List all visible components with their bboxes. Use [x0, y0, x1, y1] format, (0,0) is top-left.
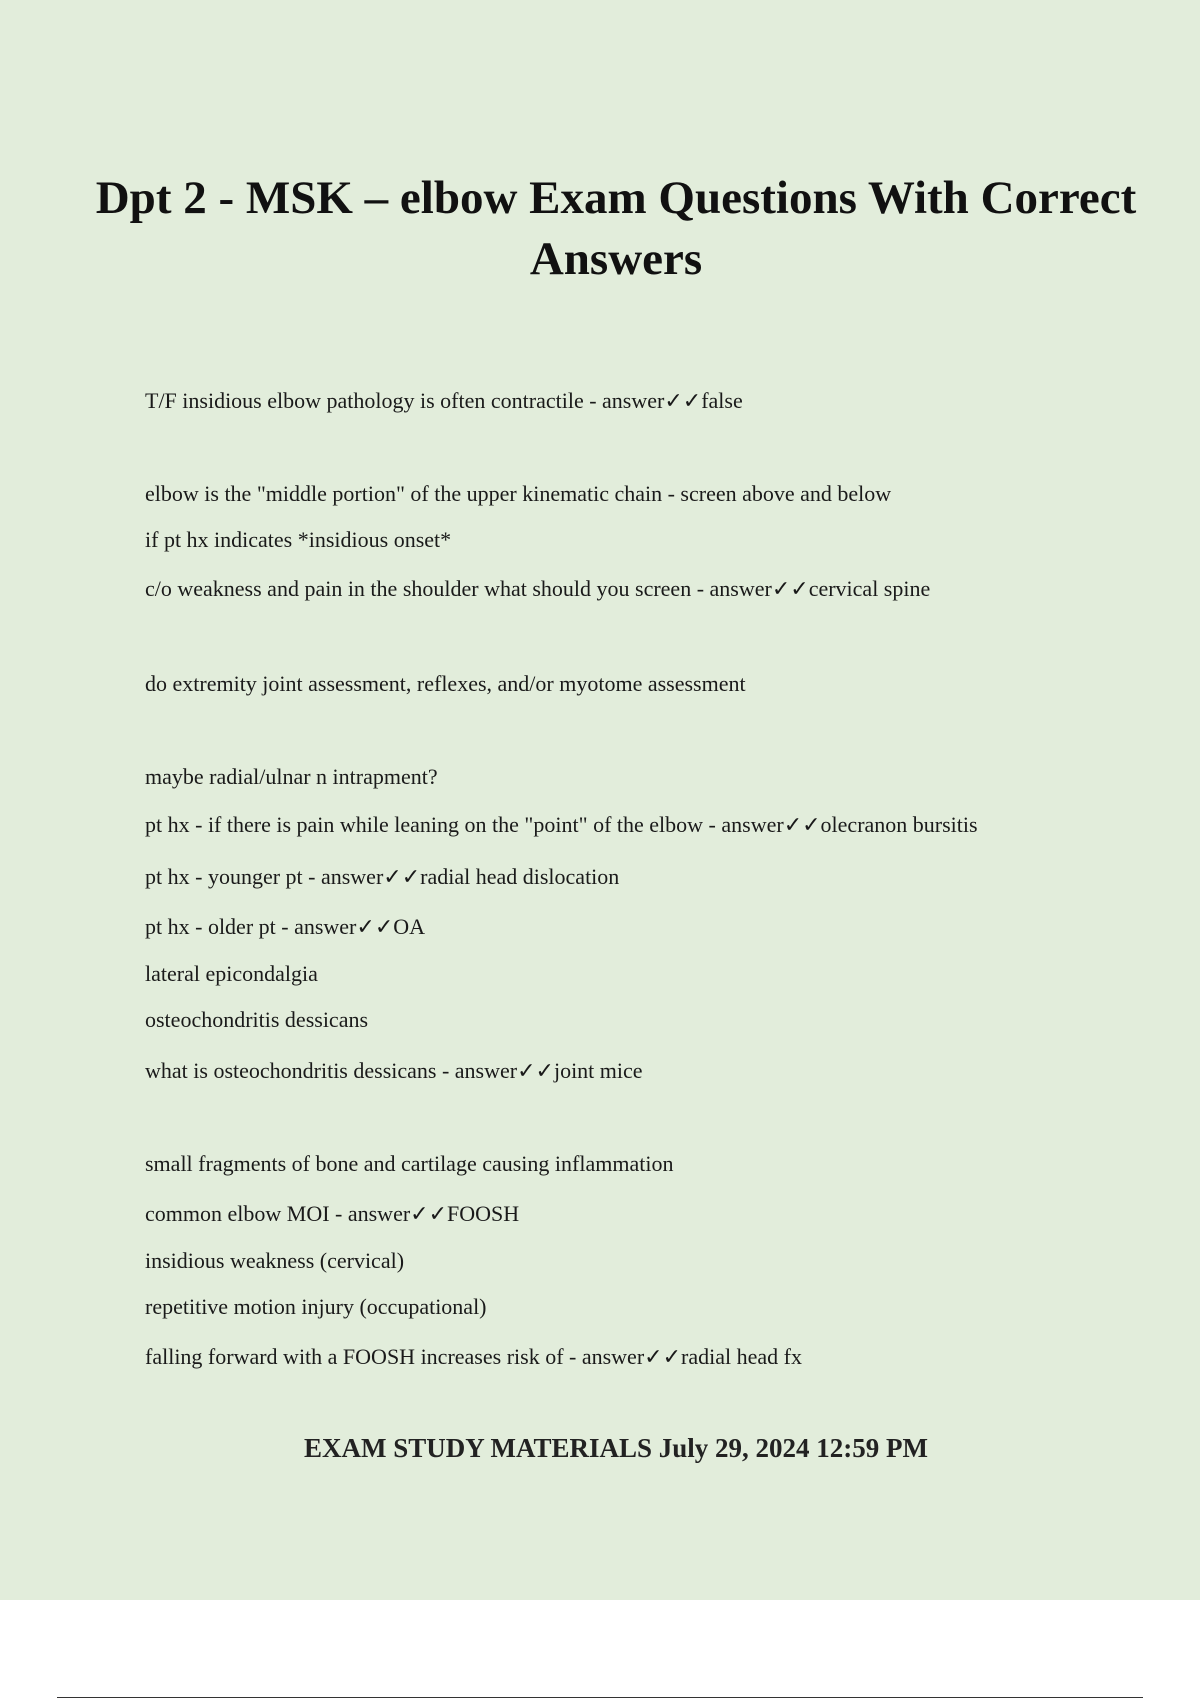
document-title: Dpt 2 - MSK – elbow Exam Questions With Correct Answers: [95, 172, 1137, 285]
document-footer: EXAM STUDY MATERIALS July 29, 2024 12:59 PM: [303, 1433, 929, 1463]
qa-line: small fragments of bone and cartilage causing inflammation: [145, 1151, 674, 1176]
page-divider: [57, 1697, 1143, 1698]
qa-line: if pt hx indicates *insidious onset*: [145, 527, 452, 552]
qa-line: what is osteochondritis dessicans - answer✓✓joint mice: [145, 1058, 643, 1083]
qa-line: do extremity joint assessment, reflexes, and/or myotome assessment: [145, 671, 746, 696]
qa-line: repetitive motion injury (occupational): [145, 1294, 487, 1319]
qa-line: falling forward with a FOOSH increases risk of - answer✓✓radial head fx: [145, 1344, 802, 1369]
qa-line: pt hx - older pt - answer✓✓OA: [145, 914, 426, 939]
qa-line: insidious weakness (cervical): [145, 1248, 405, 1273]
qa-line: maybe radial/ulnar n intrapment?: [145, 764, 438, 789]
qa-line: lateral epicondalgia: [145, 961, 318, 986]
qa-line: elbow is the "middle portion" of the upper kinematic chain - screen above and below: [145, 481, 892, 506]
qa-line: osteochondritis dessicans: [145, 1007, 369, 1032]
qa-line: T/F insidious elbow pathology is often contractile - answer✓✓false: [145, 388, 743, 413]
qa-line: pt hx - if there is pain while leaning on the "point" of the elbow - answer✓✓olecranon bursitis: [145, 812, 978, 837]
qa-line: pt hx - younger pt - answer✓✓radial head dislocation: [145, 864, 620, 889]
qa-line: c/o weakness and pain in the shoulder what should you screen - answer✓✓cervical spine: [145, 576, 931, 601]
qa-line: common elbow MOI - answer✓✓FOOSH: [145, 1201, 520, 1226]
